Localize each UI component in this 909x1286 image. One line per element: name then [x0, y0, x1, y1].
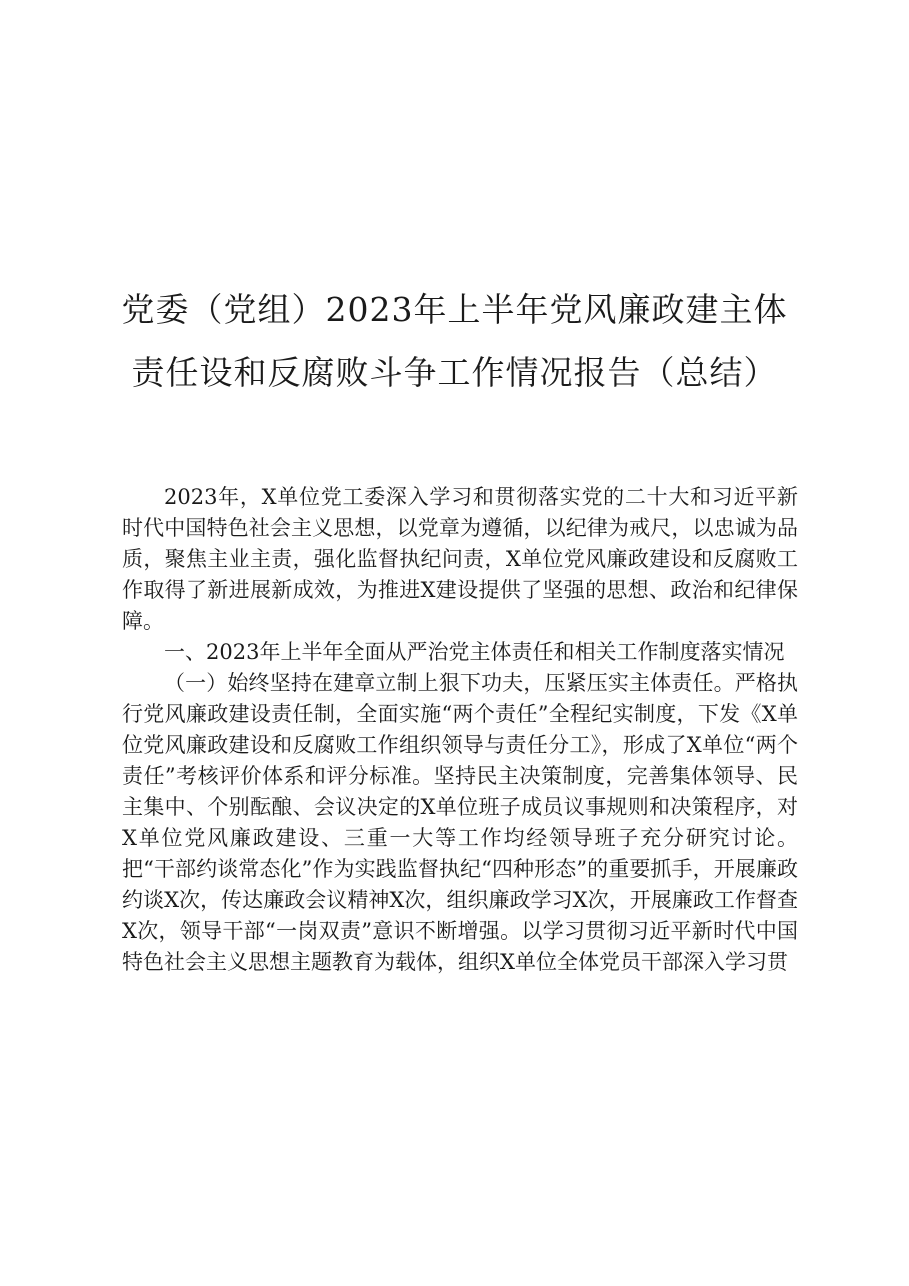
document-title: [100, 278, 809, 404]
subsection-paragraph-1: （一）始终坚持在建章立制上狠下功夫，压紧压实主体责任。严格执行党风廉政建设责任制，全面实施“两个责任”全程纪实制度，下发《X单位党风廉政建设和反腐败工作组织领导与责任分工》，形成了X单位“两个责任”考核评价体系和评分标准。坚持民主决策制度，完善集体领导、民主集中、个别酝酿、会议决定的X单位班子成员议事规则和决策程序，对X单位党风廉政建设、三重一大等工作均经领导班子充分研究讨论。把“干部约谈常态化”作为实践监督执纪“四种形态”的重要抓手，开展廉政约谈X次，传达廉政会议精神X次，组织廉政学习X次，开展廉政工作督查X次，领导干部“一岗双责”意识不断增强。以学习贯彻习近平新时代中国特色社会主义思想主题教育为载体，组织X单位全体党员干部深入学习贯: [122, 671, 798, 974]
intro-paragraph: 2023年，X单位党工委深入学习和贯彻落实党的二十大和习近平新时代中国特色社会主义思想，以党章为遵循，以纪律为戒尺，以忠诚为品质，聚焦主业主责，强化监督执纪问责，X单位党风廉政建设和反腐败工作取得了新进展新成效，为推进X建设提供了坚强的思想、政治和纪律保障。: [122, 485, 798, 633]
title-line-1: 党委（党组）2023年上半年党风廉政建主体: [121, 290, 788, 329]
section-heading-1: 一、2023年上半年全面从严治党主体责任和相关工作制度落实情况: [164, 640, 785, 664]
document-body: [122, 482, 798, 978]
title-line-2: 责任设和反腐败斗争工作情况报告（总结）: [131, 353, 778, 392]
